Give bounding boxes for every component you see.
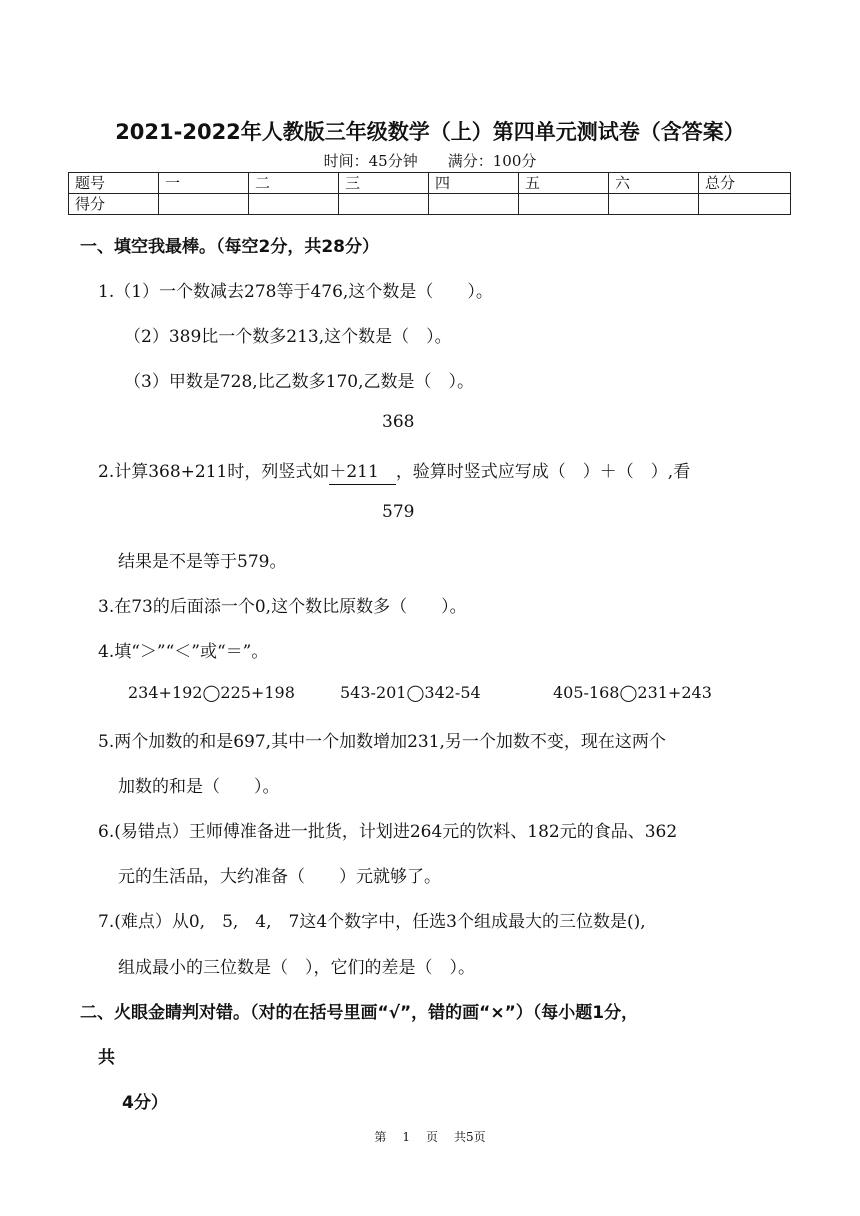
compare-item: 405-168◯231+243	[553, 683, 712, 702]
vertical-calc-top: 368	[382, 412, 415, 432]
time-score-line: 时间：45分钟 满分：100分	[323, 152, 537, 170]
score-cell[interactable]	[699, 194, 791, 215]
score-cell[interactable]	[159, 194, 249, 215]
header-cell: 题号	[69, 173, 159, 194]
vertical-calc-result: 579	[382, 502, 415, 522]
question-6-line-2: 元的生活品，大约准备（ ）元就够了。	[118, 867, 441, 887]
row-label: 得分	[69, 194, 159, 215]
question-7-line-2: 组成最小的三位数是（ ），它们的差是（ ）。	[118, 958, 475, 978]
page-footer	[0, 1128, 860, 1145]
question-4: 4.填“＞”“＜”或“＝”。	[98, 642, 269, 662]
score-table-score-row	[69, 194, 791, 215]
question-1-part-3: （3）甲数是728,比乙数多170,乙数是（ ）。	[124, 372, 475, 392]
score-cell[interactable]	[609, 194, 699, 215]
score-table	[68, 172, 791, 215]
score-cell[interactable]	[249, 194, 339, 215]
question-7-line-1: 7.(难点）从0, 5, 4, 7这4个数字中，任选3个组成最大的三位数是(),	[98, 912, 646, 932]
header-cell: 二	[249, 173, 339, 194]
score-cell[interactable]	[339, 194, 429, 215]
section1-heading: 一、填空我最棒。（每空2分，共28分）	[80, 237, 379, 257]
compare-item: 543-201◯342-54	[340, 683, 481, 702]
question-2-continued: 结果是不是等于579。	[118, 552, 287, 572]
score-cell[interactable]	[429, 194, 519, 215]
question-2-suffix: ，验算时竖式应写成（ ）＋（ ）,看	[395, 462, 691, 482]
question-1-part-2: （2）389比一个数多213,这个数是（ ）。	[124, 327, 452, 347]
question-3: 3.在73的后面添一个0,这个数比原数多（ ）。	[98, 597, 467, 617]
question-6-line-1: 6.(易错点）王师傅准备进一批货，计划进264元的饮料、182元的食品、362	[98, 822, 678, 842]
question-2-prefix: 2.计算368+211时，列竖式如	[98, 462, 330, 482]
page-title: 2021-2022年人教版三年级数学（上）第四单元测试卷（含答案）	[115, 120, 745, 144]
header-cell: 一	[159, 173, 249, 194]
section2-heading-cont: 4分）	[122, 1093, 168, 1113]
header-cell: 四	[429, 173, 519, 194]
header-cell: 六	[609, 173, 699, 194]
score-table-header-row	[69, 173, 791, 194]
footer-total-pages: 共5页	[454, 1130, 486, 1144]
footer-page-prefix: 第	[374, 1130, 387, 1144]
question-2	[98, 457, 690, 485]
vertical-calc-addend: ＋211	[329, 457, 395, 485]
compare-item: 234+192◯225+198	[128, 683, 295, 702]
footer-page-number: 1	[402, 1130, 410, 1144]
question-5-line-1: 5.两个加数的和是697,其中一个加数增加231,另一个加数不变，现在这两个	[98, 732, 666, 752]
section2-heading-cont: 共	[98, 1048, 115, 1068]
header-cell: 三	[339, 173, 429, 194]
question-1-part-1: 1.（1）一个数减去278等于476,这个数是（ ）。	[98, 282, 493, 302]
question-5-line-2: 加数的和是（ ）。	[118, 777, 280, 797]
section2-heading: 二、火眼金睛判对错。（对的在括号里画“√”，错的画“×”）（每小题1分，	[80, 1003, 639, 1023]
header-cell: 总分	[699, 173, 791, 194]
header-cell: 五	[519, 173, 609, 194]
score-cell[interactable]	[519, 194, 609, 215]
footer-page-suffix: 页	[426, 1130, 439, 1144]
